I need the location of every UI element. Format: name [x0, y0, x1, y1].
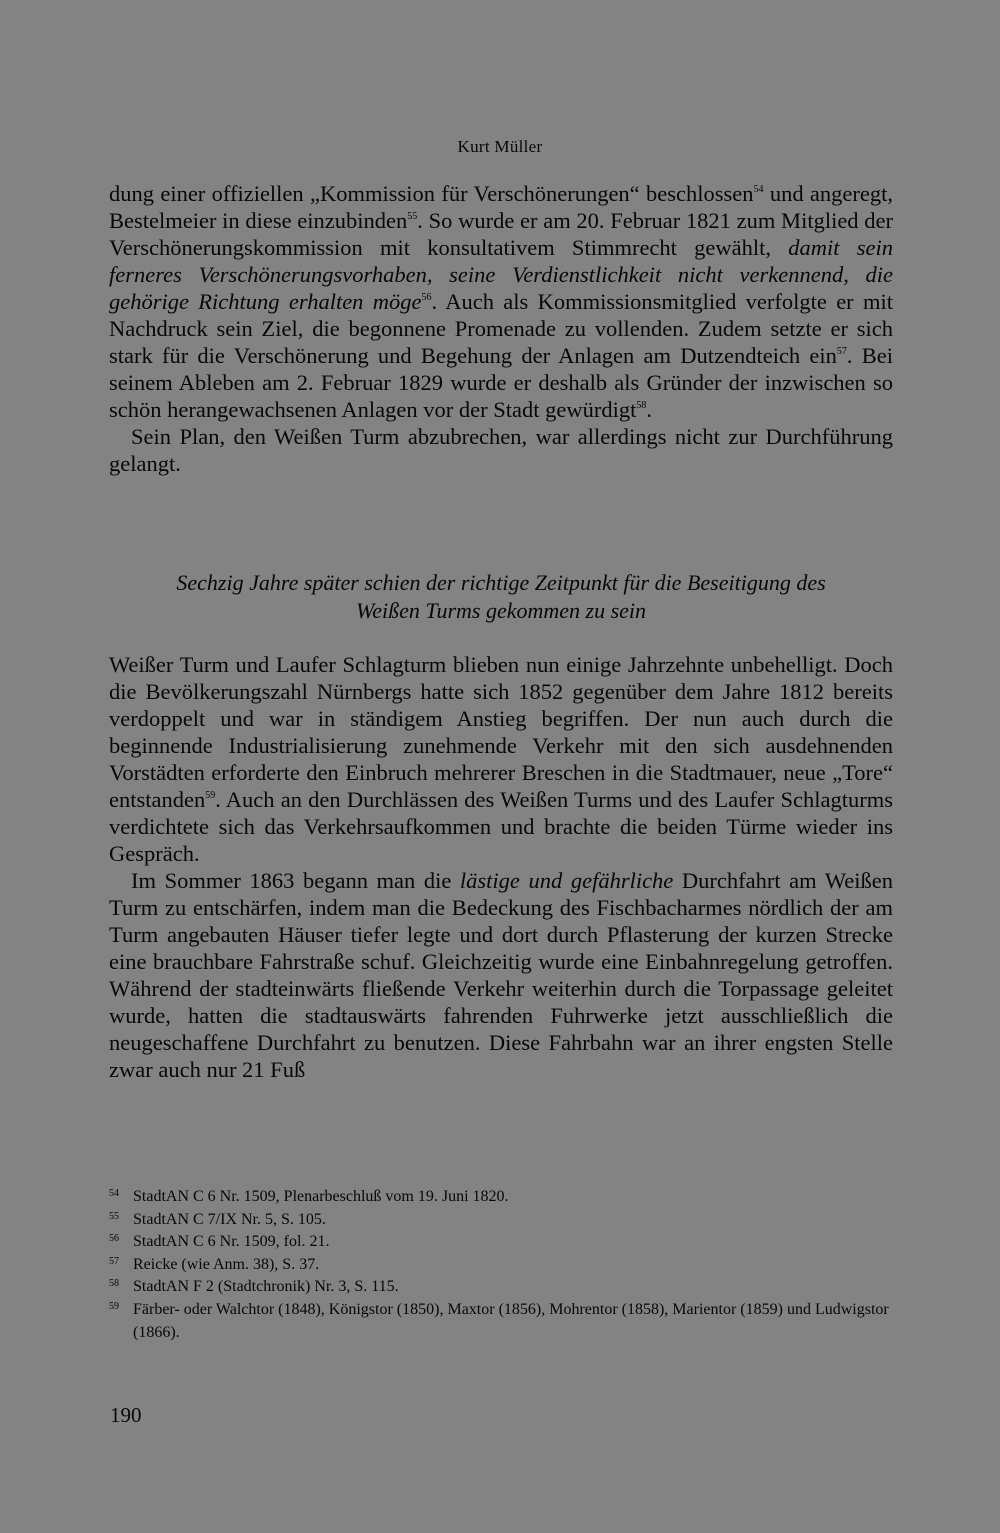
footnote — [109, 1186, 899, 1209]
footnote — [109, 1299, 899, 1344]
page-number: 190 — [110, 1403, 142, 1427]
running-head-author: Kurt Müller — [457, 137, 543, 156]
footnote — [109, 1231, 899, 1254]
footnote-number: 57 — [109, 1255, 119, 1267]
section-heading-line: Weißen Turms gekommen zu sein — [355, 598, 647, 623]
quotation-italic: lästige und gefährliche — [459, 868, 674, 893]
footnote-ref[interactable]: 58 — [636, 400, 647, 411]
footnote-text: Färber- oder Walchtor (1848), Königstor (1850), Maxtor (1856), Mohrentor (1858), Marientor (1859) und Ludwigstor (1866). — [133, 1300, 889, 1341]
footnote-text: Reicke (wie Anm. 38), S. 37. — [133, 1255, 320, 1273]
footnote-ref[interactable]: 55 — [407, 211, 418, 222]
paragraph: Sein Plan, den Weißen Turm abzubrechen, war allerdings nicht zur Durchführung gelangt. — [109, 424, 893, 476]
footnote-number: 59 — [109, 1300, 119, 1312]
footnote-ref[interactable]: 56 — [421, 292, 432, 303]
footnote-ref[interactable]: 59 — [205, 790, 216, 801]
footnote-text: StadtAN C 7/IX Nr. 5, S. 105. — [133, 1210, 326, 1228]
footnote-ref[interactable]: 54 — [753, 184, 764, 195]
footnote-number: 56 — [109, 1233, 119, 1245]
footnote-text: StadtAN F 2 (Stadtchronik) Nr. 3, S. 115. — [133, 1278, 399, 1296]
footnote-text: StadtAN C 6 Nr. 1509, fol. 21. — [133, 1233, 330, 1251]
paragraph: dung einer offiziellen „Kommission für Verschönerungen“ beschlossen$^{54}$ und angeregt, Bestelmeier in diese einzubinden$^{55}$. So wurde er am 20. Februar 1821 zum Mitglied der Verschönerungskommission mit konsultativem Stimmrecht gewählt, damit sein ferneres Verschönerungsvorhaben, seine Verdienstlichkeit nicht verkennend, die gehörige Richtung erhalten möge$^{56}$. Auch als Kommissionsmitglied verfolgte er mit Nachdruck sein Ziel, die begonnene Promenade zu vollenden. Zudem setzte er sich stark für die Verschönerung und Begehung der Anlagen am Dutzendteich ein$^{57}$. Bei seinem Ableben am 2. Februar 1829 wurde er deshalb als Gründer der inzwischen so schön herangewachsenen Anlagen vor der Stadt gewürdigt$^{58}$. — [109, 181, 894, 422]
footnote-text: StadtAN C 6 Nr. 1509, Plenarbeschluß vom 19. Juni 1820. — [133, 1188, 509, 1205]
paragraph: Im Sommer 1863 begann man die lästige und gefährliche Durchfahrt am Weißen Turm zu entschärfen, indem man die Bedeckung des Fischbacharmes nördlich der am Turm angebauten Häuser tiefer legte und dort durch Pflasterung der kurzen Strecke eine brauchbare Fahrstraße schuf. Gleichzeitig wurde eine Einbahnregelung getroffen. Während der stadteinwärts fließende Verkehr weiterhin durch die Torpassage geleitet wurde, hatten die stadtauswärts fahrenden Fuhrwerke jetzt ausschließlich die neugeschaffene Durchfahrt zu benutzen. Diese Fahrbahn war an ihrer engsten Stelle zwar auch nur 21 Fuß — [109, 868, 893, 1082]
text-block-top — [109, 180, 893, 477]
footnote-number: 55 — [109, 1210, 119, 1222]
footnote — [109, 1254, 899, 1277]
footnote-number: 58 — [109, 1278, 119, 1290]
footnote — [109, 1276, 899, 1299]
footnote-ref[interactable]: 57 — [836, 346, 847, 357]
text-block-bottom — [109, 651, 893, 1083]
paragraph: Weißer Turm und Laufer Schlagturm blieben nun einige Jahrzehnte unbehelligt. Doch die Bevölkerungszahl Nürnbergs hatte sich 1852 gegenüber dem Jahre 1812 bereits verdoppelt und war in ständigem Anstieg begriffen. Der nun auch durch die beginnende Industrialisierung zunehmende Verkehr mit den sich ausdehnenden Vorstädten erforderte den Einbruch mehrerer Breschen in die Stadtmauer, neue „Tore“ entstanden$^{59}$. Auch an den Durchlässen des Weißen Turms und des Laufer Schlagturms verdichtete sich das Verkehrsaufkommen und brachte die beiden Türme wieder ins Gespräch. — [109, 652, 893, 866]
footnotes — [109, 1186, 899, 1344]
footnote — [109, 1209, 899, 1232]
section-heading — [109, 569, 893, 625]
section-heading-line: Sechzig Jahre später schien der richtige Zeitpunkt für die Beseitigung des — [176, 570, 826, 595]
quotation-italic: damit sein ferneres Verschönerungsvorhaben, seine Verdienstlichkeit nicht verkennend, die gehörige Richtung erhalten möge — [109, 235, 894, 314]
footnote-number: 54 — [109, 1188, 119, 1199]
